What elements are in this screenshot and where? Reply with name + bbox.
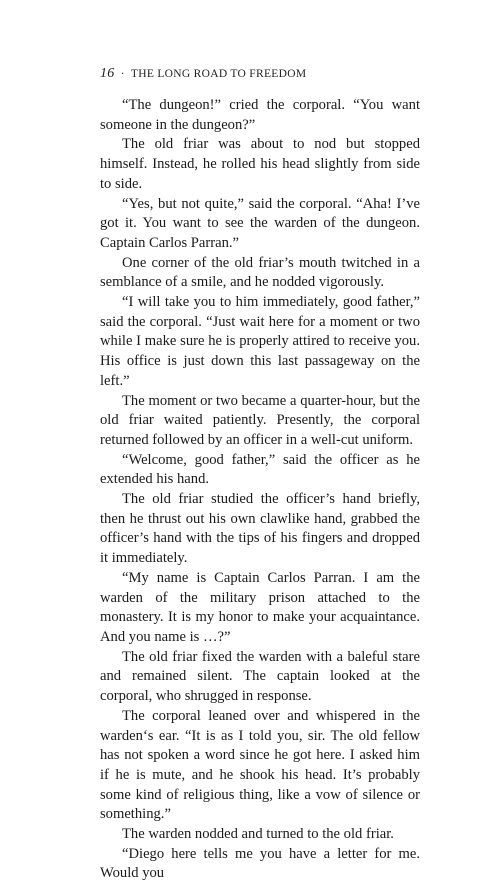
paragraph: “My name is Captain Carlos Parran. I am the warden of the military prison attached to the monastery. It is my honor to make your acquaintance. And you name is …?”: [100, 569, 420, 645]
paragraph: “The dungeon!” cried the corporal. “You want someone in the dungeon?”: [100, 97, 420, 133]
paragraph: “Yes, but not quite,” said the corporal. “Aha! I’ve got it. You want to see the warden of the dungeon. Captain Carlos Parran.”: [100, 195, 420, 251]
paragraph: The old friar was about to nod but stopped himself. Instead, he rolled his head slightly from side to side.: [100, 136, 420, 192]
paragraph: “Welcome, good father,” said the officer as he extended his hand.: [100, 451, 420, 488]
header-separator: ·: [120, 66, 125, 80]
paragraph: “I will take you to him immediately, good father,” said the corporal. “Just wait here for a moment or two while I make sure he is properly attired to receive you. His office is just down this last passageway on the left.”: [100, 294, 420, 389]
paragraph: One corner of the old friar’s mouth twitched in a semblance of a smile, and he nodded vigorously.: [100, 254, 420, 291]
book-title: THE LONG ROAD TO FREEDOM: [130, 68, 307, 80]
paragraph: The old friar studied the officer’s hand briefly, then he thrust out his own clawlike hand, grabbed the officer’s hand with the tips of his fingers and dropped it immediately.: [100, 491, 420, 567]
paragraph: The corporal leaned over and whispered in the warden‘s ear. “It is as I told you, sir. The old fellow has not spoken a word since he got here. I asked him if he is mute, and he shook his head. It’s probably some kind of religious thing, like a vow of silence or something.”: [100, 707, 420, 823]
paragraph: The old friar fixed the warden with a baleful stare and remained silent. The captain looked at the corporal, who shrugged in response.: [100, 648, 420, 705]
paragraph: The warden nodded and turned to the old friar.: [122, 826, 394, 843]
paragraph: The moment or two became a quarter-hour, but the old friar waited patiently. Presently, the corporal returned followed by an officer in a well-cut uniform.: [100, 392, 420, 448]
body-text: [100, 96, 420, 884]
running-head: [100, 66, 306, 82]
page-number: 16: [100, 66, 115, 81]
paragraph: “Diego here tells me you have a letter for me. Would you: [100, 845, 420, 882]
